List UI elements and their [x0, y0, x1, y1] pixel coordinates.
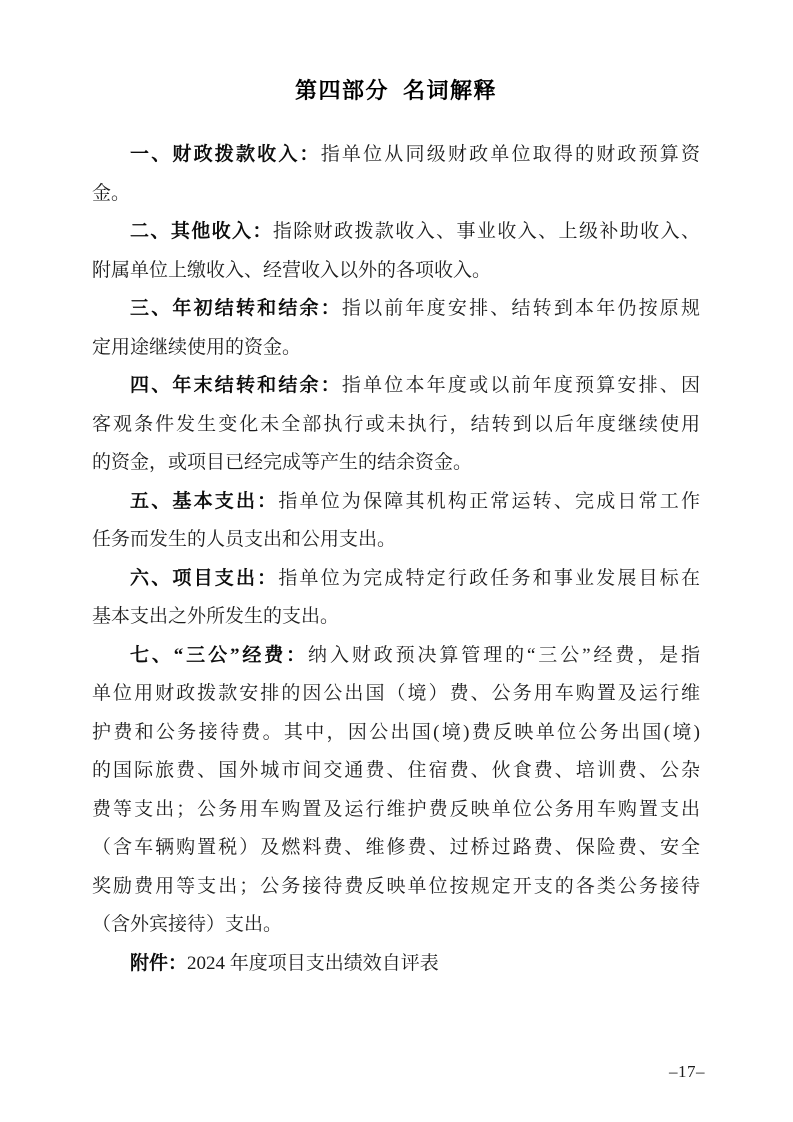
text-line: [92, 136, 700, 175]
text-line: [92, 213, 700, 252]
text-segment: （含车辆购置税）及燃料费、维修费、过桥过路费、保险费、安全: [92, 837, 700, 858]
text-segment: 护费和公务接待费。其中，因公出国(境)费反映单位公务出国(境): [92, 721, 700, 743]
text-segment: 的国际旅费、国外城市间交通费、住宿费、伙食费、培训费、公杂: [92, 760, 700, 781]
text-line: [92, 406, 700, 445]
text-segment: 指单位为保障其机构正常运转、完成日常工作: [278, 490, 700, 512]
text-line: [92, 483, 700, 522]
text-line: [92, 598, 700, 637]
text-line: [92, 945, 700, 984]
text-segment: 奖励费用等支出；公务接待费反映单位按规定开支的各类公务接待: [92, 875, 700, 897]
text-segment: 金。: [92, 182, 131, 204]
text-segment: 指除财政拨款收入、事业收入、上级补助收入、: [272, 221, 700, 242]
text-line: [92, 252, 700, 291]
text-segment: 费等支出；公务用车购置及运行维护费反映单位公务用车购置支出: [92, 798, 700, 820]
text-segment: 指单位为完成特定行政任务和事业发展目标在: [278, 567, 700, 589]
text-line: [92, 329, 700, 368]
text-segment: 基本支出之外所发生的支出。: [92, 606, 340, 627]
page-title: 第四部分 名词解释: [294, 78, 497, 103]
text-line: [92, 175, 700, 214]
text-line: [92, 829, 700, 868]
text-line: [92, 675, 700, 714]
text-segment: 单位用财政拨款安排的因公出国（境）费、公务用车购置及运行维: [92, 683, 700, 704]
term-label: 附件：: [130, 952, 188, 974]
text-line: [92, 868, 700, 907]
text-line: [92, 906, 700, 945]
term-label: 五、基本支出：: [130, 490, 279, 512]
text-segment: 的资金，或项目已经完成等产生的结余资金。: [92, 452, 473, 473]
text-segment: 指单位本年度或以前年度预算安排、因: [341, 375, 700, 396]
term-label: 七、“三公”经费：: [130, 644, 309, 666]
text-line: [92, 290, 700, 329]
text-segment: 指以前年度安排、结转到本年仍按原规: [341, 298, 700, 319]
page-number: –17–: [669, 1062, 705, 1081]
term-label: 三、年初结转和结余：: [130, 298, 342, 319]
text-line: [92, 637, 700, 676]
text-line: [92, 521, 700, 560]
text-segment: 纳入财政预决算管理的“三公”经费，是指: [308, 644, 700, 666]
text-segment: 任务而发生的人员支出和公用支出。: [92, 529, 397, 550]
text-segment: 定用途继续使用的资金。: [92, 336, 302, 358]
text-line: [92, 367, 700, 406]
text-segment: 指单位从同级财政单位取得的财政预算资: [320, 144, 700, 165]
term-label: 六、项目支出：: [130, 567, 279, 589]
text-line: [92, 714, 700, 753]
document-body: [92, 136, 700, 983]
term-label: 二、其他收入：: [130, 221, 273, 242]
text-line: [92, 560, 700, 599]
text-line: [92, 791, 700, 830]
text-line: [92, 752, 700, 791]
text-segment: 客观条件发生变化未全部执行或未执行，结转到以后年度继续使用: [92, 413, 700, 435]
term-label: 四、年末结转和结余：: [130, 375, 342, 396]
term-label: 一、财政拨款收入：: [130, 144, 321, 165]
text-segment: 2024 年度项目支出绩效自评表: [187, 952, 439, 974]
text-segment: （含外宾接待）支出。: [92, 914, 283, 935]
text-segment: 附属单位上缴收入、经营收入以外的各项收入。: [92, 259, 492, 281]
text-line: [92, 444, 700, 483]
